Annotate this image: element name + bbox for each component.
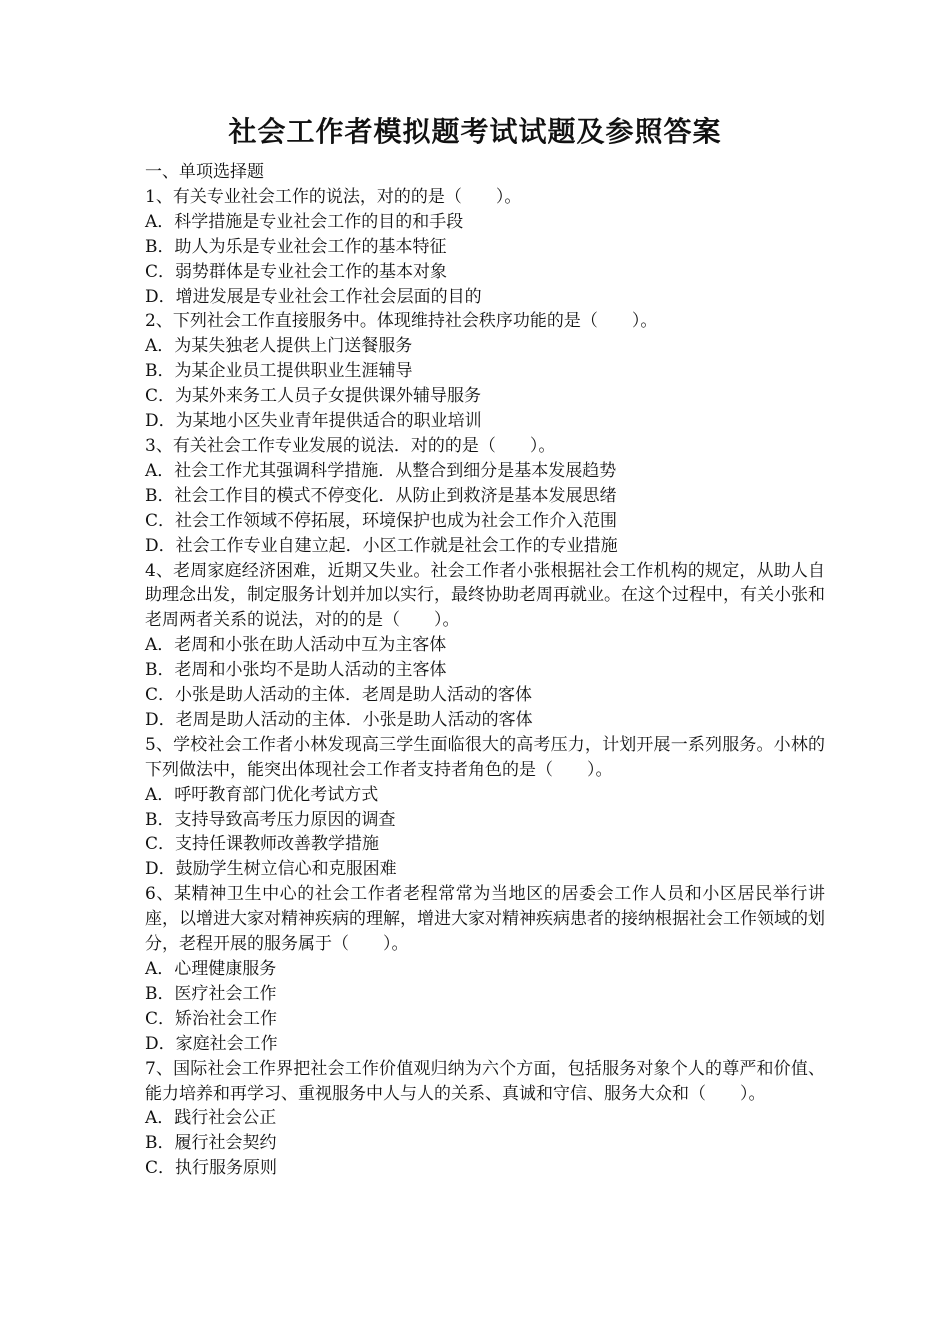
question-2: [145, 309, 825, 434]
question-option: B．老周和小张均不是助人活动的主客体: [145, 660, 447, 681]
question-stem: 7、国际社会工作界把社会工作价值观归纳为六个方面，包括服务对象个人的尊严和价值、能力培养和再学习、重视服务中人与人的关系、真诚和守信、服务大众和（ ）。: [145, 1058, 825, 1104]
question-option: B．医疗社会工作: [145, 983, 277, 1004]
question-5: [145, 733, 825, 882]
question-stem: 6、某精神卫生中心的社会工作者老程常常为当地区的居委会工作人员和小区居民举行讲座，以增进大家对精神疾病的理解，增进大家对精神疾病患者的接纳根据社会工作领域的划分，老程开展的服务属于（ ）。: [145, 884, 825, 955]
question-option: A．社会工作尤其强调科学措施．从整合到细分是基本发展趋势: [145, 460, 617, 481]
question-option: C．弱势群体是专业社会工作的基本对象: [145, 261, 448, 282]
section-heading: 一、单项选择题: [145, 162, 264, 182]
question-option: A．老周和小张在助人活动中互为主客体: [145, 635, 447, 656]
question-option: D．社会工作专业自建立起．小区工作就是社会工作的专业措施: [145, 535, 618, 556]
question-option: B．社会工作目的模式不停变化．从防止到救济是基本发展思绪: [145, 485, 617, 506]
question-3: [145, 434, 825, 559]
question-option: A．心理健康服务: [145, 959, 277, 979]
question-option: C．为某外来务工人员子女提供课外辅导服务: [145, 386, 482, 407]
question-stem: 4、老周家庭经济困难，近期又失业。社会工作者小张根据社会工作机构的规定，从助人自助理念出发，制定服务计划并加以实行，最终协助老周再就业。在这个过程中，有关小张和老周两者关系的说法，对的的是（ ）。: [145, 560, 825, 631]
question-7: [145, 1057, 825, 1182]
question-stem: 5、学校社会工作者小林发现高三学生面临很大的高考压力，计划开展一系列服务。小林的下列做法中，能突出体现社会工作者支持者角色的是（ ）。: [145, 734, 825, 780]
question-stem: 2、下列社会工作直接服务中。体现维持社会秩序功能的是（ ）。: [145, 311, 658, 332]
question-4: [145, 559, 825, 733]
question-option: B．支持导致高考压力原因的调查: [145, 809, 396, 830]
question-option: C．社会工作领域不停拓展，环境保护也成为社会工作介入范围: [145, 510, 618, 531]
question-option: C．执行服务原则: [145, 1158, 278, 1179]
question-6: [145, 882, 825, 1056]
question-option: B．助人为乐是专业社会工作的基本特征: [145, 236, 447, 257]
question-option: D．家庭社会工作: [145, 1033, 278, 1054]
question-option: A．践行社会公正: [145, 1108, 277, 1129]
question-option: C．小张是助人活动的主体．老周是助人活动的客体: [145, 685, 533, 706]
question-stem: 3、有关社会工作专业发展的说法．对的的是（ ）。: [145, 435, 556, 456]
question-option: C．支持任课教师改善教学措施: [145, 834, 380, 855]
question-option: A．为某失独老人提供上门送餐服务: [145, 336, 413, 357]
question-1: [145, 185, 825, 310]
question-option: A．呼吁教育部门优化考试方式: [145, 784, 379, 805]
document-title: 社会工作者模拟题考试试题及参照答案: [228, 115, 722, 148]
question-option: B．为某企业员工提供职业生涯辅导: [145, 361, 413, 382]
question-option: C．矫治社会工作: [145, 1008, 278, 1029]
document-body: [145, 160, 825, 1181]
question-option: D．鼓励学生树立信心和克服困难: [145, 859, 397, 880]
question-option: D．老周是助人活动的主体．小张是助人活动的客体: [145, 709, 533, 730]
question-option: D．增进发展是专业社会工作社会层面的目的: [145, 286, 482, 307]
question-option: B．履行社会契约: [145, 1133, 277, 1154]
question-option: A．科学措施是专业社会工作的目的和手段: [145, 211, 464, 232]
question-stem: 1、有关专业社会工作的说法，对的的是（ ）。: [145, 186, 522, 207]
question-option: D．为某地小区失业青年提供适合的职业培训: [145, 411, 482, 432]
